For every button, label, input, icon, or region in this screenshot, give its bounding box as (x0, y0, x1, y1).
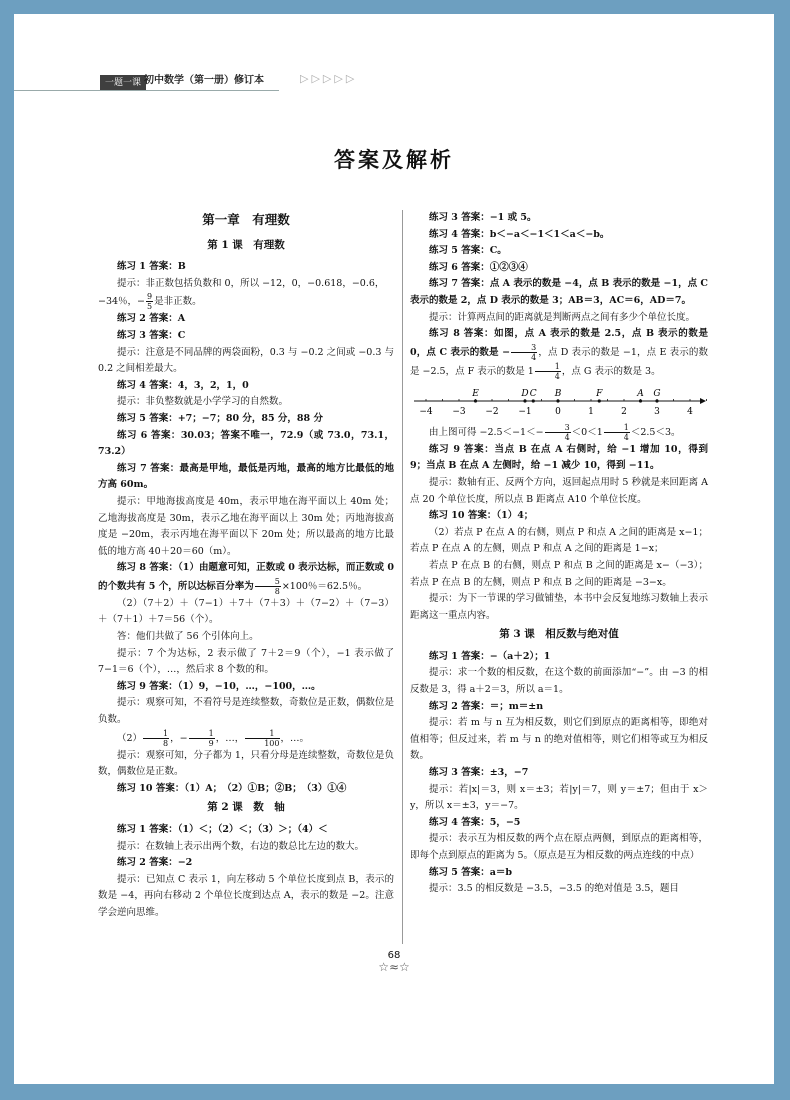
point-label: F (596, 388, 603, 399)
answer-line: 练习 6 答案：①②③④ (429, 261, 528, 273)
hint-line: 提示：为下一节课的学习做铺垫，本书中会反复地练习数轴上表示距离这一重点内容。 (410, 593, 708, 621)
hint-line: 提示：3.5 的相反数是 −3.5，−3.5 的绝对值是 3.5，题目 (429, 883, 679, 895)
answer-line: 练习 10 答案：（1）A； （2）①B；②B； （3）①④ (117, 782, 347, 794)
hint-line: 提示：若|x|＝3，则 x＝±3；若|y|＝7，则 y＝±7；但由于 x＞y，所以 x＝±3，y＝−7。 (410, 783, 708, 812)
point-marker (556, 399, 559, 402)
answer-line: 练习 2 答案：＝；m＝±n (429, 700, 544, 712)
point-marker (474, 399, 477, 402)
text-line: 若点 P 在点 B 的右侧，则点 P 和点 B 之间的距离是 x−（−3）；若点 P 在点 B 的左侧，则点 P 和点 B 之间的距离是 −3−x。 (410, 559, 708, 588)
answer-line: 练习 3 答案：C (117, 329, 186, 341)
point-label: A (637, 388, 644, 399)
header-badge: 一题一课 (100, 75, 146, 91)
fraction: $\frac{1}{9}$ (189, 729, 215, 748)
answer-line: 练习 10 答案：（1）4； (429, 510, 534, 522)
tick-label: 4 (687, 406, 693, 417)
hint-line: 提示：注意是不同品牌的两袋面粉，0.3 与 −0.2 之间或 −0.3 与 0.2 之间相差最大。 (98, 346, 394, 375)
fraction: $\frac{1}{100}$ (245, 729, 279, 748)
point-label: D (521, 388, 529, 399)
answer-line: 练习 4 答案：4，3，2，1，0 (117, 379, 249, 391)
tick-label: 2 (621, 406, 627, 417)
right-column (410, 210, 708, 898)
tick-label: −3 (452, 406, 466, 417)
hint-line: 提示：观察可知，不看符号是连续整数，奇数位是正数，偶数位是负数。 (98, 697, 394, 726)
point-label: B (554, 388, 562, 399)
point-marker (639, 399, 642, 402)
left-column (98, 210, 394, 922)
answer-line: 练习 9 答案：当点 B 在点 A 右侧时，给 −1 增加 10，得到 9；当点 B 在点 A 左侧时，给 −1 减少 10，得到 −11。 (410, 443, 708, 472)
text-line: （2）（7＋2）＋（7−1）＋7＋（7＋3）＋（7−2）＋（7−3）＋（7＋1）＋7＝56（个）。 (98, 597, 394, 626)
header-rule (14, 90, 279, 91)
hint-line: 提示：表示互为相反数的两个点在原点两侧，到原点的距离相等，即每个点到原点的距离为 5。（原点是互为相反数的两点连线的中点） (410, 833, 708, 861)
hint-line: 提示：已知点 C 表示 1，向左移动 5 个单位长度到点 B，表示的数是 −4，再向右移动 2 个单位长度到达点 A，表示的数是 −2。注意学会逆向思维。 (98, 873, 394, 918)
point-label: G (653, 388, 661, 399)
chapter-heading: 第一章 有理数 (202, 212, 290, 227)
answer-line: 练习 1 答案：（1）＜；（2）＜；（3）＞；（4）＜ (117, 824, 328, 835)
answer-line: 练习 5 答案：C。 (429, 245, 507, 257)
number-line-svg (410, 383, 708, 421)
hint-line: 提示：甲地海拔高度是 40m，表示甲地在海平面以上 40m 处；乙地海拔高度是 30m，表示乙地在海平面以上 30m 处；丙地海拔高度是 −20m，表示丙地在海平面以下 20m 处；所以最高的地方比最低的地方高 40＋20＝60（m）。 (98, 495, 394, 557)
tick-label: −1 (518, 406, 532, 417)
answer-line: 练习 8 答案：如图，点 A 表示的数是 2.5，点 B 表示的数是 0，点 C 表示的数是 − $\frac{3}{4}$ ，点 D 表示的数是 −1，点 E 表示的数是 −2.5，点 F 表示的数是 1 $\frac{1}{4}$ ，点 G 表示的数是 3。 (410, 328, 708, 381)
tick-label: 3 (654, 406, 660, 417)
text-line: （2）若点 P 在点 A 的右侧，则点 P 和点 A 之间的距离是 x−1；若点 P 在点 A 的左侧，则点 P 和点 A 之间的距离是 1−x； (410, 526, 708, 555)
page-number: 68 (387, 950, 401, 961)
tick-label: 1 (588, 406, 594, 417)
hint-line: 提示：若 m 与 n 互为相反数，则它们到原点的距离相等，即绝对值相等；但反过来，若 m 与 n 的绝对值相等，则它们相等或互为相反数。 (410, 717, 708, 762)
point-label: E (472, 388, 479, 399)
lesson-heading: 第 3 课 相反数与绝对值 (499, 628, 619, 641)
text-line: （2） $\frac{1}{8}$ ，− $\frac{1}{9}$ ，…， $\frac{1}{100}$ ，…。 (117, 728, 310, 748)
answer-line: 练习 3 答案：±3，−7 (429, 767, 529, 779)
point-marker (523, 399, 526, 402)
page-title: 答案及解析 (334, 147, 454, 172)
answer-line: 练习 2 答案：−2 (117, 857, 193, 869)
column-divider (402, 210, 403, 944)
answer-line: 练习 3 答案：−1 或 5。 (429, 212, 537, 223)
fraction: $\frac{1}{4}$ (604, 423, 630, 442)
answer-line: 练习 1 答案：−（a＋2）；1 (429, 650, 551, 662)
hint-line: 提示：在数轴上表示出两个数，右边的数总比左边的数大。 (117, 840, 365, 852)
axis-arrow-icon (700, 398, 706, 404)
fraction: $\frac{9}{5}$ (147, 292, 153, 312)
answer-line: 练习 6 答案：30.03；答案不唯一，72.9（或 73.0，73.1，73.2） (98, 429, 394, 458)
page (14, 14, 774, 1084)
answer-line: 练习 4 答案：b＜−a＜−1＜1＜a＜−b。 (429, 228, 610, 240)
star-ornament-icon: ☆≈☆ (378, 960, 410, 974)
answer-line: 练习 4 答案：5，−5 (429, 816, 521, 828)
hint-line: 提示：非正数包括负数和 0，所以 −12，0，−0.618，−0.6， (117, 277, 385, 289)
fraction: $\frac{1}{4}$ (535, 362, 561, 381)
hint-line: 提示：数轴有正、反两个方向，返回起点用时 5 秒就是来回距离 A 点 20 个单位长度，所以点 B 距离点 A10 个单位长度。 (410, 476, 708, 505)
point-marker (655, 399, 658, 402)
number-line (410, 383, 708, 421)
hint-line: 提示：观察可知，分子都为 1，只看分母是连续整数，奇数位是负数，偶数位是正数。 (98, 749, 394, 778)
fraction: $\frac{5}{8}$ (255, 577, 281, 596)
point-label: C (529, 388, 537, 399)
point-marker (598, 399, 601, 402)
answer-line: 练习 8 答案：（1）由题意可知，正数或 0 表示达标，而正数或 0 的个数共有 5 个，所以达标百分率为 $\frac{5}{8}$ ×100％＝62.5％。 (98, 562, 394, 596)
lesson-heading: 第 2 课 数 轴 (207, 801, 285, 814)
text-line: 由上图可得 −2.5＜−1＜− $\frac{3}{4}$ ＜0＜1 $\frac{1}{4}$ ＜2.5＜3。 (429, 422, 681, 442)
answer-line: 练习 5 答案：a＝b (429, 866, 513, 878)
hint-line: 提示：计算两点间的距离就是判断两点之间有多少个单位长度。 (429, 311, 696, 323)
answer-line: 练习 7 答案：最高是甲地，最低是丙地，最高的地方比最低的地方高 60m。 (98, 462, 394, 491)
answer-line: 练习 9 答案：（1）9，−10，…，−100，…。 (117, 680, 321, 692)
answer-line: 练习 5 答案：+7；−7；80 分，85 分，88 分 (117, 412, 323, 424)
tick-label: −2 (485, 406, 499, 417)
tick-label: −4 (419, 406, 433, 417)
hint-line: 提示：求一个数的相反数，在这个数的前面添加“−”。由 −3 的相反数是 3，得 a＋2＝3，所以 a＝1。 (410, 667, 708, 696)
hint-line: −34％，− $\frac{9}{5}$ 是非正数。 (98, 292, 202, 312)
lesson-heading: 第 1 课 有理数 (207, 238, 285, 251)
hint-line: 提示：非负整数就是小学学习的自然数。 (117, 396, 289, 408)
answer-line: 练习 7 答案：点 A 表示的数是 −4，点 B 表示的数是 −1，点 C 表示的数是 2，点 D 表示的数是 3；AB＝3，AC＝6，AD＝7。 (410, 278, 708, 306)
fraction: $\frac{1}{8}$ (143, 729, 169, 748)
text-line: 答：他们共做了 56 个引体向上。 (117, 631, 259, 643)
tick-label: 0 (555, 406, 561, 417)
answer-line: 练习 1 答案：B (117, 261, 186, 273)
fraction: $\frac{3}{4}$ (545, 423, 571, 442)
fraction: $\frac{3}{4}$ (511, 343, 537, 362)
answer-line: 练习 2 答案：A (117, 313, 186, 325)
header-arrows-icon: ▷▷▷▷▷ (300, 72, 358, 85)
running-header (14, 72, 774, 94)
header-book-title: 初中数学（第一册）修订本 (144, 75, 264, 86)
point-marker (532, 399, 535, 402)
page-footer (14, 950, 774, 973)
hint-line: 提示：7 个为达标，2 表示做了 7＋2＝9（个），−1 表示做了 7−1＝6（个），…，然后求 8 个数的和。 (98, 647, 394, 676)
